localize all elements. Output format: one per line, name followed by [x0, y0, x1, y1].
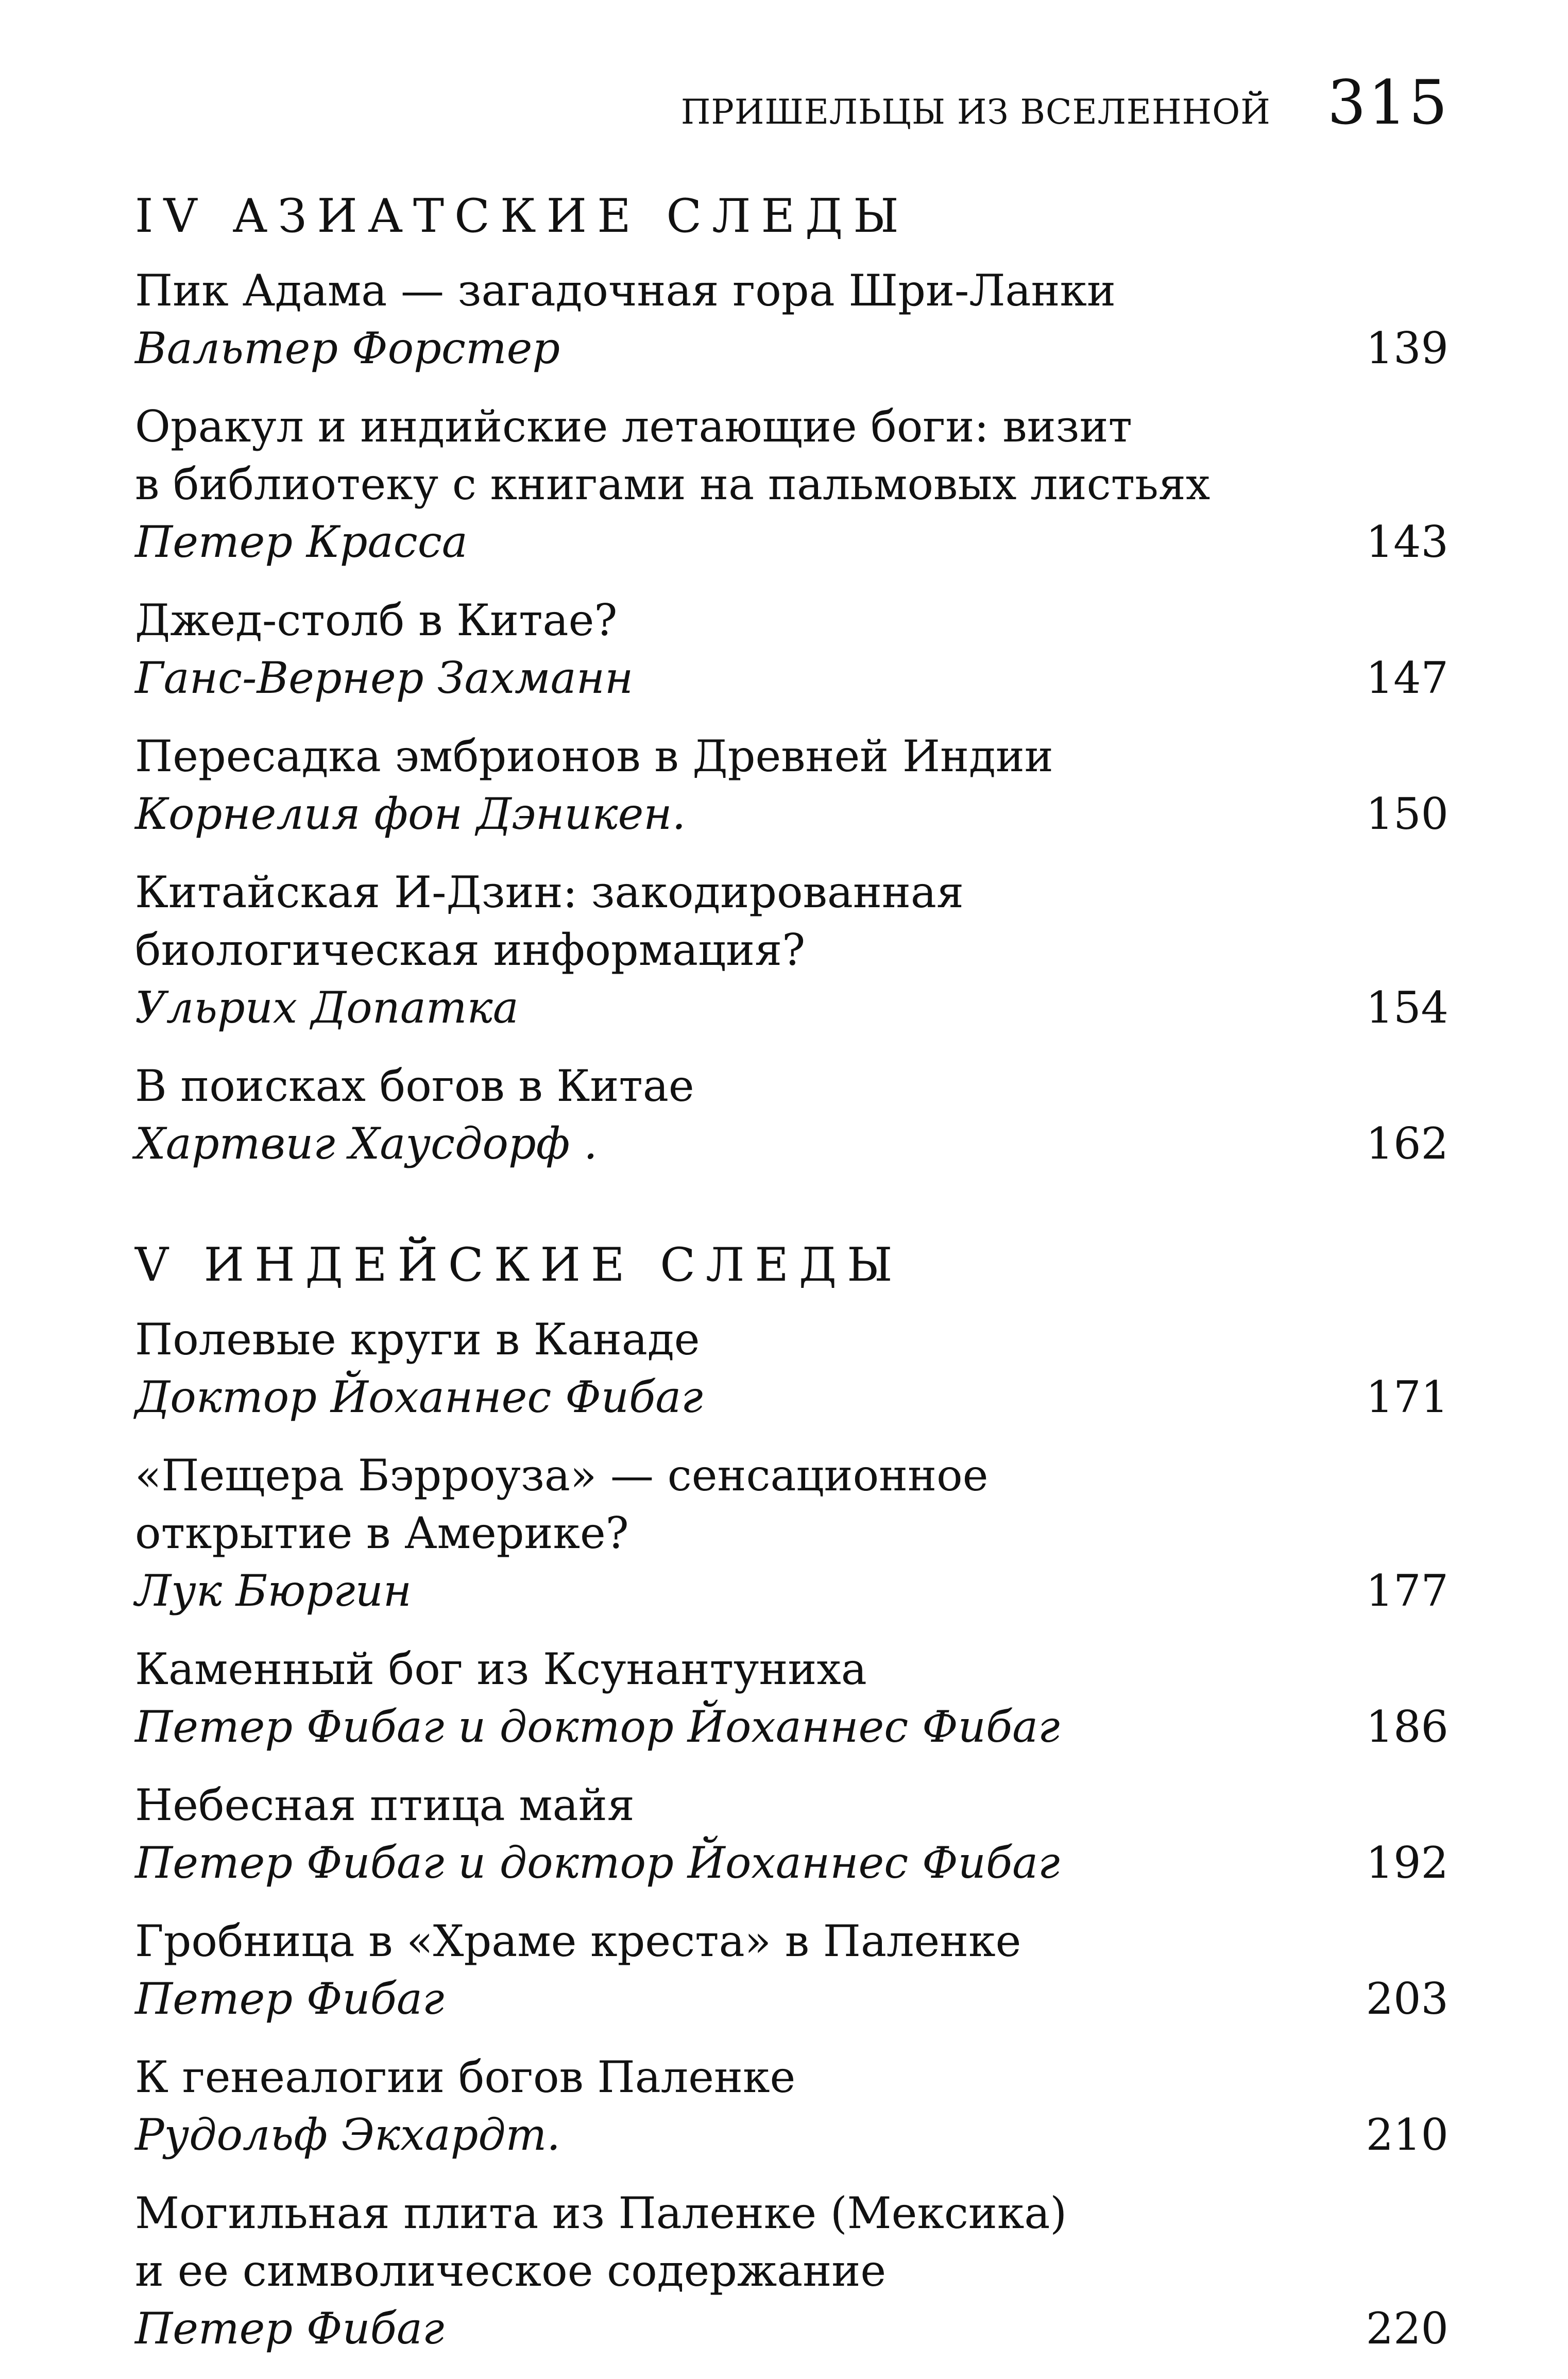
- entry-page-number: 186: [1366, 1702, 1448, 1752]
- entry-author: Рудольф Экхардт.: [135, 2110, 560, 2160]
- entry-author: Доктор Йоханнес Фибаг: [135, 1372, 703, 1422]
- entry-page-number: 154: [1366, 982, 1448, 1033]
- entry-title-line: Оракул и индийские летающие боги: визит: [135, 401, 1132, 452]
- entry-author: Петер Фибаг и доктор Йоханнес Фибаг: [135, 1838, 1060, 1888]
- entry-page-number: 192: [1366, 1838, 1448, 1888]
- entry-author-row: [135, 649, 1448, 707]
- entry-title-line: Небесная птица майя: [135, 1780, 635, 1830]
- entry-author: Хартвиг Хаусдорф .: [135, 1118, 598, 1169]
- toc-entry[interactable]: [135, 1912, 1448, 2028]
- running-title: ПРИШЕЛЬЦЫ ИЗ ВСЕЛЕННОЙ: [680, 92, 1271, 132]
- entry-title-line: Пик Адама — загадочная гора Шри-Ланки: [135, 265, 1116, 316]
- entry-author-row: [135, 1970, 1448, 2028]
- toc-entry[interactable]: [135, 863, 1448, 1036]
- entry-page-number: 171: [1366, 1372, 1448, 1422]
- entry-author-row: [135, 2300, 1448, 2357]
- entry-title-line: «Пещера Бэрроуза» — сенсационное: [135, 1450, 988, 1501]
- entry-page-number: 147: [1366, 653, 1448, 703]
- entry-author-row: [135, 1115, 1448, 1172]
- entry-page-number: 162: [1366, 1118, 1448, 1169]
- entry-author: Петер Фибаг и доктор Йоханнес Фибаг: [135, 1702, 1060, 1752]
- table-of-contents: [135, 185, 1448, 2378]
- toc-entry[interactable]: [135, 398, 1448, 571]
- entry-title-line: биологическая информация?: [135, 925, 806, 975]
- entry-page-number: 177: [1366, 1566, 1448, 1616]
- entry-author-row: [135, 319, 1448, 377]
- toc-entry[interactable]: [135, 1640, 1448, 1756]
- entry-page-number: 210: [1366, 2110, 1448, 2160]
- toc-entry[interactable]: [135, 1311, 1448, 1426]
- entry-author: Петер Фибаг: [135, 1974, 445, 2024]
- entry-title-line: Могильная плита из Паленке (Мексика): [135, 2188, 1067, 2238]
- toc-entry[interactable]: [135, 591, 1448, 707]
- entry-title-line: Пересадка эмбрионов в Древней Индии: [135, 731, 1053, 781]
- entry-title-line: В поисках богов в Китае: [135, 1061, 694, 1111]
- entry-title-line: Гробница в «Храме креста» в Паленке: [135, 1916, 1021, 1966]
- entry-author-row: [135, 513, 1448, 571]
- section-title: IV АЗИАТСКИЕ СЛЕДЫ: [135, 189, 909, 243]
- entry-page-number: 143: [1366, 517, 1448, 567]
- entry-title-line: Китайская И-Дзин: закодированная: [135, 867, 964, 917]
- entry-author: Ульрих Допатка: [135, 982, 519, 1033]
- entry-title-line: открытие в Америке?: [135, 1508, 629, 1558]
- toc-section: [135, 1234, 1448, 2357]
- entry-page-number: 220: [1366, 2303, 1448, 2354]
- entry-author: Петер Красса: [135, 517, 468, 567]
- toc-entry[interactable]: [135, 2184, 1448, 2357]
- entry-author: Лук Бюргин: [135, 1566, 412, 1616]
- entry-author-row: [135, 2106, 1448, 2164]
- section-title: V ИНДЕЙСКИЕ СЛЕДЫ: [135, 1238, 903, 1292]
- entry-title-line: Каменный бог из Ксунантуниха: [135, 1644, 867, 1694]
- toc-entry[interactable]: [135, 1447, 1448, 1620]
- entry-author-row: [135, 1834, 1448, 1892]
- entry-author-row: [135, 1698, 1448, 1756]
- entry-author: Петер Фибаг: [135, 2303, 445, 2354]
- entry-author-row: [135, 785, 1448, 843]
- entry-title-line: и ее символическое содержание: [135, 2246, 887, 2296]
- toc-entry[interactable]: [135, 727, 1448, 843]
- entry-title-line: Полевые круги в Канаде: [135, 1314, 700, 1365]
- entry-page-number: 139: [1366, 323, 1448, 373]
- toc-entry[interactable]: [135, 1776, 1448, 1892]
- entry-author-row: [135, 1562, 1448, 1620]
- entry-title-line: в библиотеку с книгами на пальмовых листьях: [135, 459, 1211, 509]
- entry-author: Вальтер Форстер: [135, 323, 560, 373]
- entry-author-row: [135, 979, 1448, 1036]
- entry-author-row: [135, 1368, 1448, 1426]
- entry-title-line: Джед-столб в Китае?: [135, 595, 618, 645]
- page-number: 315: [1327, 67, 1450, 138]
- toc-entry[interactable]: [135, 1057, 1448, 1172]
- running-header: [134, 67, 1450, 138]
- entry-author: Ганс-Вернер Захманн: [135, 653, 634, 703]
- entry-title-line: К генеалогии богов Паленке: [135, 2052, 796, 2102]
- toc-section: [135, 185, 1448, 1172]
- toc-entry[interactable]: [135, 262, 1448, 377]
- entry-page-number: 203: [1366, 1974, 1448, 2024]
- entry-author: Корнелия фон Дэникен.: [135, 789, 686, 839]
- toc-entry[interactable]: [135, 2048, 1448, 2164]
- entry-page-number: 150: [1366, 789, 1448, 839]
